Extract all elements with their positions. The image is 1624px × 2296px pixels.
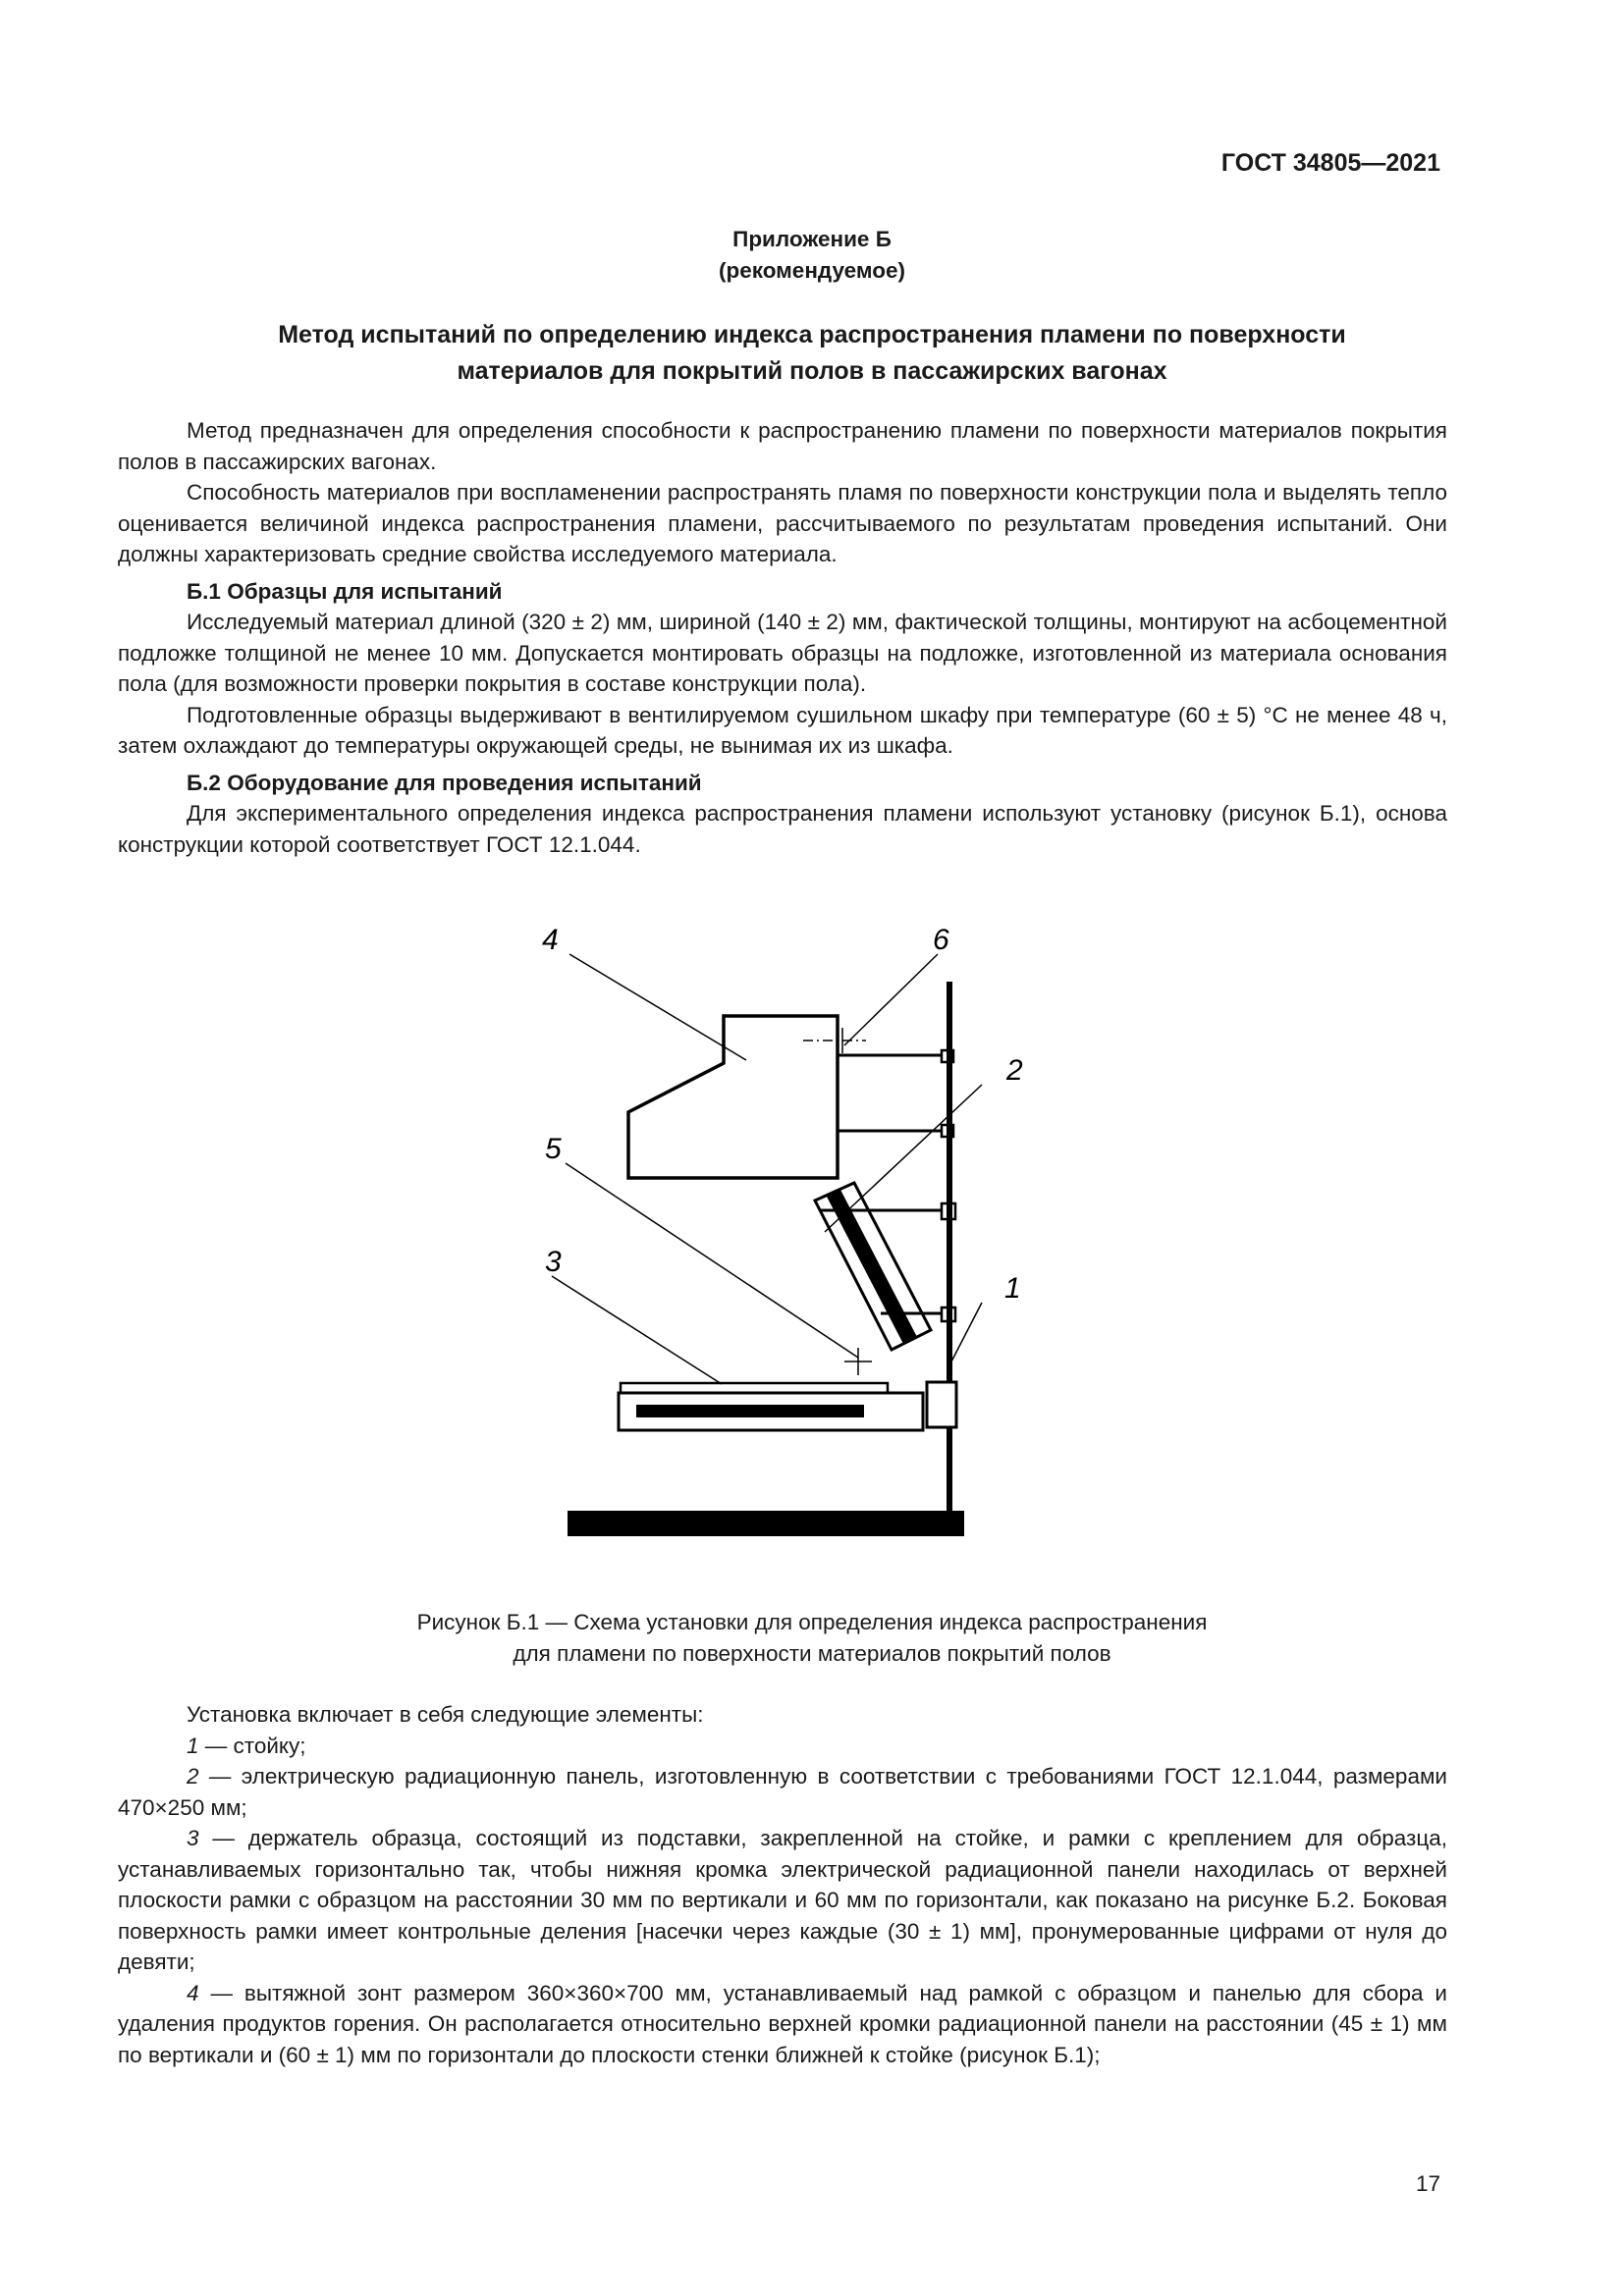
leader-line-5	[566, 1163, 858, 1358]
intro-paragraph-2: Способность материалов при воспламенении распространять пламя по поверхности конструкции пола и выделять тепло оценивается величиной индекса распространения пламени, рассчитываемого по результатам проведения испытаний. Они должны характеризовать средние свойства исследуемого материала.	[118, 480, 1447, 566]
label-5: 5	[545, 1133, 562, 1165]
section-title-b2: Б.2 Оборудование для проведения испытаний	[187, 770, 702, 795]
section-b2-paragraph-1: Для экспериментального определения индекса распространения пламени используют установку (рисунок Б.1), основа конструкции которой соответствует ГОСТ 12.1.044.	[118, 801, 1447, 857]
label-1: 1	[1004, 1272, 1021, 1305]
holder-base-block	[927, 1382, 956, 1427]
leader-line-3	[552, 1276, 722, 1384]
radiation-panel-emitter	[827, 1190, 917, 1344]
element-item-3-text: — держатель образца, состоящий из подставки, закрепленной на стойке, и рамки с креплением для образца, устанавливаемых горизонтально так, чтобы нижняя кромка электрической радиационной панели находилась от верхней плоскости рамки с образцом на расстоянии 30 мм по вертикали и 60 мм по горизонтали, как показано на рисунке Б.2. Боковая поверхность рамки имеет контрольные деления [насечки через каждые (30 ± 1) мм], пронумерованные цифрами от нуля до девяти;	[118, 1826, 1447, 1974]
main-title-line2: материалов для покрытий полов в пассажирских вагонах	[457, 357, 1167, 385]
element-item-1-num: 1	[187, 1733, 199, 1758]
section-title-b1: Б.1 Образцы для испытаний	[187, 578, 503, 604]
body-text-top	[118, 415, 1447, 860]
leader-line-6	[844, 954, 938, 1045]
section-b1-paragraph-1: Исследуемый материал длиной (320 ± 2) мм, шириной (140 ± 2) мм, фактической толщины, монтируют на асбоцементной подложке толщиной не менее 10 мм. Допускается монтировать образцы на подложке, изготовленной из материала основания пола (для возможности проверки покрытия в составе конструкции пола).	[118, 610, 1447, 696]
body-text-bottom	[118, 1699, 1447, 2070]
document-header: ГОСТ 34805—2021	[1220, 149, 1440, 177]
stand-upper	[947, 982, 952, 1382]
figure-caption-line1: Рисунок Б.1 — Схема установки для определения индекса распространения	[416, 1610, 1208, 1634]
page-number: 17	[1415, 2171, 1440, 2196]
label-2: 2	[1006, 1054, 1023, 1087]
label-4: 4	[542, 924, 559, 956]
label-3: 3	[545, 1246, 562, 1278]
element-item-3-num: 3	[187, 1826, 199, 1850]
elements-intro: Установка включает в себя следующие элементы:	[187, 1702, 704, 1727]
element-item-1	[118, 1731, 1447, 1762]
element-item-4-num: 4	[187, 1980, 199, 2005]
annex-status: (рекомендуемое)	[719, 258, 905, 283]
main-title-line1: Метод испытаний по определению индекса распространения пламени по поверхности	[278, 321, 1346, 348]
main-title	[147, 317, 1477, 390]
element-item-4	[118, 1978, 1447, 2071]
base-plate	[568, 1511, 964, 1536]
label-6: 6	[933, 924, 949, 956]
section-b1-paragraph-2: Подготовленные образцы выдерживают в вентилируемом сушильном шкафу при температуре (60 ± 5) °С не менее 48 ч, затем охлаждают до температуры окружающей среды, не вынимая их из шкафа.	[118, 702, 1447, 758]
stand-lower	[947, 1427, 952, 1518]
element-item-3	[118, 1823, 1447, 1978]
figure-b1-apparatus-diagram	[530, 898, 1080, 1585]
element-item-2-text: — электрическую радиационную панель, изготовленную в соответствии с требованиями ГОСТ 12.1.044, размерами 470×250 мм;	[118, 1764, 1447, 1820]
element-item-2-num: 2	[187, 1764, 199, 1789]
figure-caption-line2: для пламени по поверхности материалов покрытий полов	[513, 1641, 1111, 1666]
annex-title: Приложение Б	[732, 227, 892, 251]
element-item-4-text: — вытяжной зонт размером 360×360×700 мм, устанавливаемый над рамкой с образцом и панелью для сбора и удаления продуктов горения. Он располагается относительно верхней кромки радиационной панели на расстоянии (45 ± 1) мм по вертикали и (60 ± 1) мм по горизонтали до плоскости стенки ближней к стойке (рисунок Б.1);	[118, 1980, 1447, 2067]
specimen	[636, 1405, 864, 1417]
intro-paragraph-1: Метод предназначен для определения способности к распространению пламени по поверхности материалов покрытия полов в пассажирских вагонах.	[118, 418, 1447, 474]
leader-line-4	[569, 954, 746, 1060]
element-item-2	[118, 1761, 1447, 1823]
element-item-1-text: — стойку;	[198, 1733, 306, 1758]
